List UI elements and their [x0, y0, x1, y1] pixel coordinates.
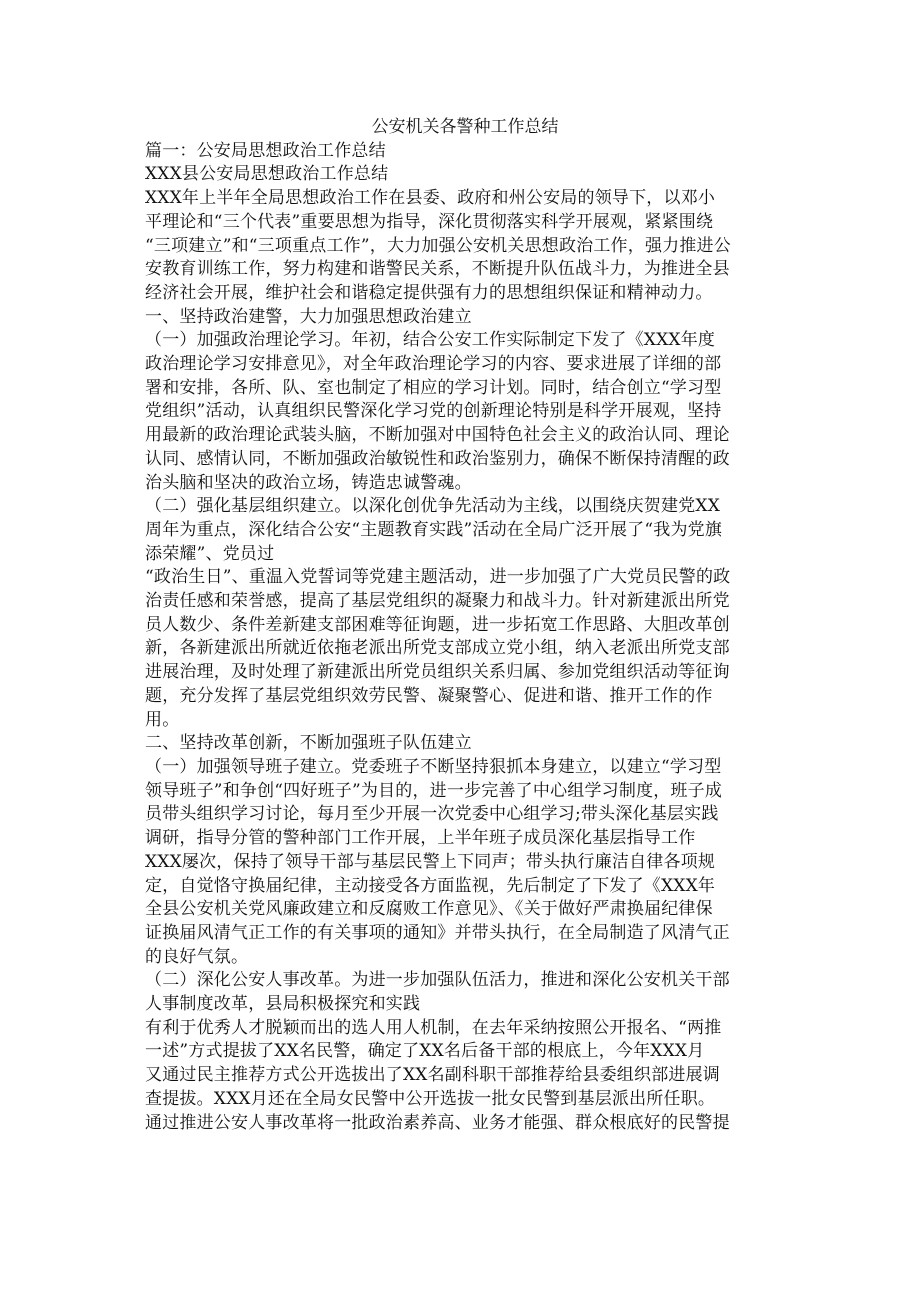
- text-line: 一、坚持政治建警，大力加强思想政治建立: [145, 306, 472, 327]
- text-line: 篇一：公安局思想政治工作总结: [145, 140, 386, 161]
- text-line: 署和安排，各所、队、室也制定了相应的学习计划。同时，结合创立“学习型: [145, 377, 722, 398]
- text-line: “三项建立”和“三项重点工作”，大力加强公安机关思想政治工作，强力推进公: [145, 235, 731, 256]
- text-line: 人事制度改革，县局积极探究和实践: [145, 994, 421, 1015]
- text-line: （二）强化基层组织建立。以深化创优争先活动为主线，以围绕庆贺建党XX: [145, 496, 721, 517]
- document-title: 公安机关各警种工作总结: [371, 117, 559, 137]
- text-line: 周年为重点，深化结合公安“主题教育实践”活动在全局广泛开展了“我为党旗: [145, 519, 723, 540]
- text-line: 又通过民主推荐方式公开选拔出了XX名副科职干部推荐给县委组织部进展调: [145, 1065, 721, 1086]
- text-line: 党组织”活动，认真组织民警深化学习党的创新理论特别是科学开展观，坚持: [145, 401, 722, 422]
- text-line: 政治理论学习安排意见》，对全年政治理论学习的内容、要求进展了详细的部: [145, 354, 722, 375]
- text-line: 治责任感和荣誉感，提高了基层党组织的凝聚力和战斗力。针对新建派出所党: [145, 591, 730, 612]
- text-line: 全县公安机关党风廉政建立和反腐败工作意见》、《关于做好严肃换届纪律保: [145, 899, 713, 920]
- text-line: 安教育训练工作，努力构建和谐警民关系，不断提升队伍战斗力，为推进全县: [145, 259, 730, 280]
- text-line: XXX年上半年全局思想政治工作在县委、政府和州公安局的领导下，以邓小: [145, 188, 716, 209]
- text-line: 经济社会开展，维护社会和谐稳定提供强有力的思想组织保证和精神动力。: [145, 282, 713, 303]
- text-line: 进展治理，及时处理了新建派出所党员组织关系归属、参加党组织活动等征询: [145, 662, 730, 683]
- text-line: 平理论和“三个代表”重要思想为指导，深化贯彻落实科学开展观，紧紧围绕: [145, 211, 714, 232]
- text-line: 员带头组织学习讨论，每月至少开展一次党委中心组学习;带头深化基层实践: [145, 804, 719, 825]
- text-line: 有利于优秀人才脱颖而出的选人用人机制，在去年采纳按照公开报名、“两推: [145, 1017, 722, 1038]
- text-line: 二、坚持改革创新，不断加强班子队伍建立: [145, 733, 472, 754]
- text-line: 领导班子”和争创“四好班子”为目的，进一步完善了中心组学习制度，班子成: [145, 780, 723, 801]
- text-line: “政治生日”、重温入党誓词等党建主题活动，进一步加强了广大党员民警的政: [145, 567, 731, 588]
- text-line: XXX县公安局思想政治工作总结: [145, 164, 389, 185]
- text-line: 证换届风清气正工作的有关事项的通知》并带头执行，在全局制造了风清气正: [145, 922, 730, 943]
- text-line: 调研，指导分管的警种部门工作开展，上半年班子成员深化基层指导工作: [145, 828, 696, 849]
- text-line: 新，各新建派出所就近依拖老派出所党支部成立党小组，纳入老派出所党支部: [145, 638, 730, 659]
- text-line: 添荣耀”、党员过: [145, 543, 275, 564]
- text-line: XXX屡次，保持了领导干部与基层民警上下同声；带头执行廉洁自律各项规: [145, 851, 716, 872]
- text-line: 通过推进公安人事改革将一批政治素养高、业务才能强、群众根底好的民警提: [145, 1112, 730, 1133]
- text-line: 定，自觉恪守换届纪律，主动接受各方面监视，先后制定了下发了《XXX年: [145, 875, 716, 896]
- text-line: 员人数少、条件差新建支部困难等征询题，进一步拓宽工作思路、大胆改革创: [145, 614, 730, 635]
- text-line: （一）加强政治理论学习。年初，结合公安工作实际制定下发了《XXX年度: [145, 330, 716, 351]
- document-body: [145, 116, 785, 1135]
- text-line: 认同、感情认同，不断加强政治敏锐性和政治鉴别力，确保不断保持清醒的政: [145, 448, 730, 469]
- document-text: [145, 140, 785, 1136]
- text-line: 题，充分发挥了基层党组织效劳民警、凝聚警心、促进和谐、推开工作的作: [145, 685, 713, 706]
- text-line: 用最新的政治理论武装头脑，不断加强对中国特色社会主义的政治认同、理论: [145, 425, 730, 446]
- text-line: 一述”方式提拔了XX名民警，确定了XX名后备干部的根底上，今年XXX月: [145, 1041, 705, 1062]
- text-line: （二）深化公安人事改革。为进一步加强队伍活力，推进和深化公安机关干部: [145, 970, 730, 991]
- text-line: 的良好气氛。: [145, 946, 249, 967]
- text-line: 查提拔。XXX月还在全局女民警中公开选拔一批女民警到基层派出所任职。: [145, 1088, 716, 1109]
- text-line: 用。: [145, 709, 180, 730]
- text-line: 治头脑和坚决的政治立场，铸造忠诚警魂。: [145, 472, 472, 493]
- text-line: （一）加强领导班子建立。党委班子不断坚持狠抓本身建立，以建立“学习型: [145, 756, 722, 777]
